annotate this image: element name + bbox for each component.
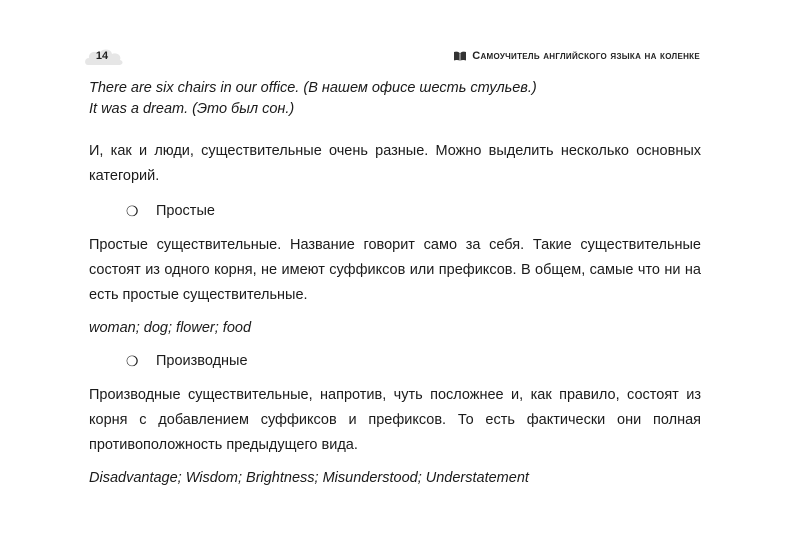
section-heading-simple bbox=[126, 200, 701, 222]
page-body bbox=[89, 78, 701, 489]
example-sentence: It was a dream. (Это был сон.) bbox=[89, 101, 295, 117]
book-title: Самоучитель английского языка на коленке bbox=[472, 50, 700, 62]
intro-paragraph: И, как и люди, существительные очень разные. Можно выделить несколько основных категорий. bbox=[89, 143, 701, 184]
circle-bullet-icon: ❍ bbox=[126, 203, 139, 219]
section-paragraph: Производные существительные, напротив, чуть посложнее и, как правило, состоят из корня с добавлением суффиксов и префиксов. То есть фактически они полная противоположность предыдущего вида. bbox=[89, 387, 701, 453]
running-header bbox=[453, 50, 700, 62]
section-heading-derived bbox=[126, 350, 701, 372]
example-words: Disadvantage; Wisdom; Brightness; Misunderstood; Understatement bbox=[89, 470, 529, 486]
open-book-icon bbox=[453, 50, 467, 62]
section-heading-label: Простые bbox=[156, 203, 215, 219]
section-heading-label: Производные bbox=[156, 353, 248, 369]
circle-bullet-icon: ❍ bbox=[126, 353, 139, 369]
example-sentence: There are six chairs in our office. (В нашем офисе шесть стульев.) bbox=[89, 80, 537, 96]
example-words: woman; dog; flower; food bbox=[89, 320, 252, 336]
page-number-badge bbox=[84, 45, 124, 67]
page-number: 14 bbox=[95, 50, 109, 62]
section-paragraph: Простые существительные. Название говорит само за себя. Такие существительные состоят из одного корня, не имеют суффиксов или префиксов. В общем, самые что ни на есть простые существительные. bbox=[89, 237, 701, 303]
